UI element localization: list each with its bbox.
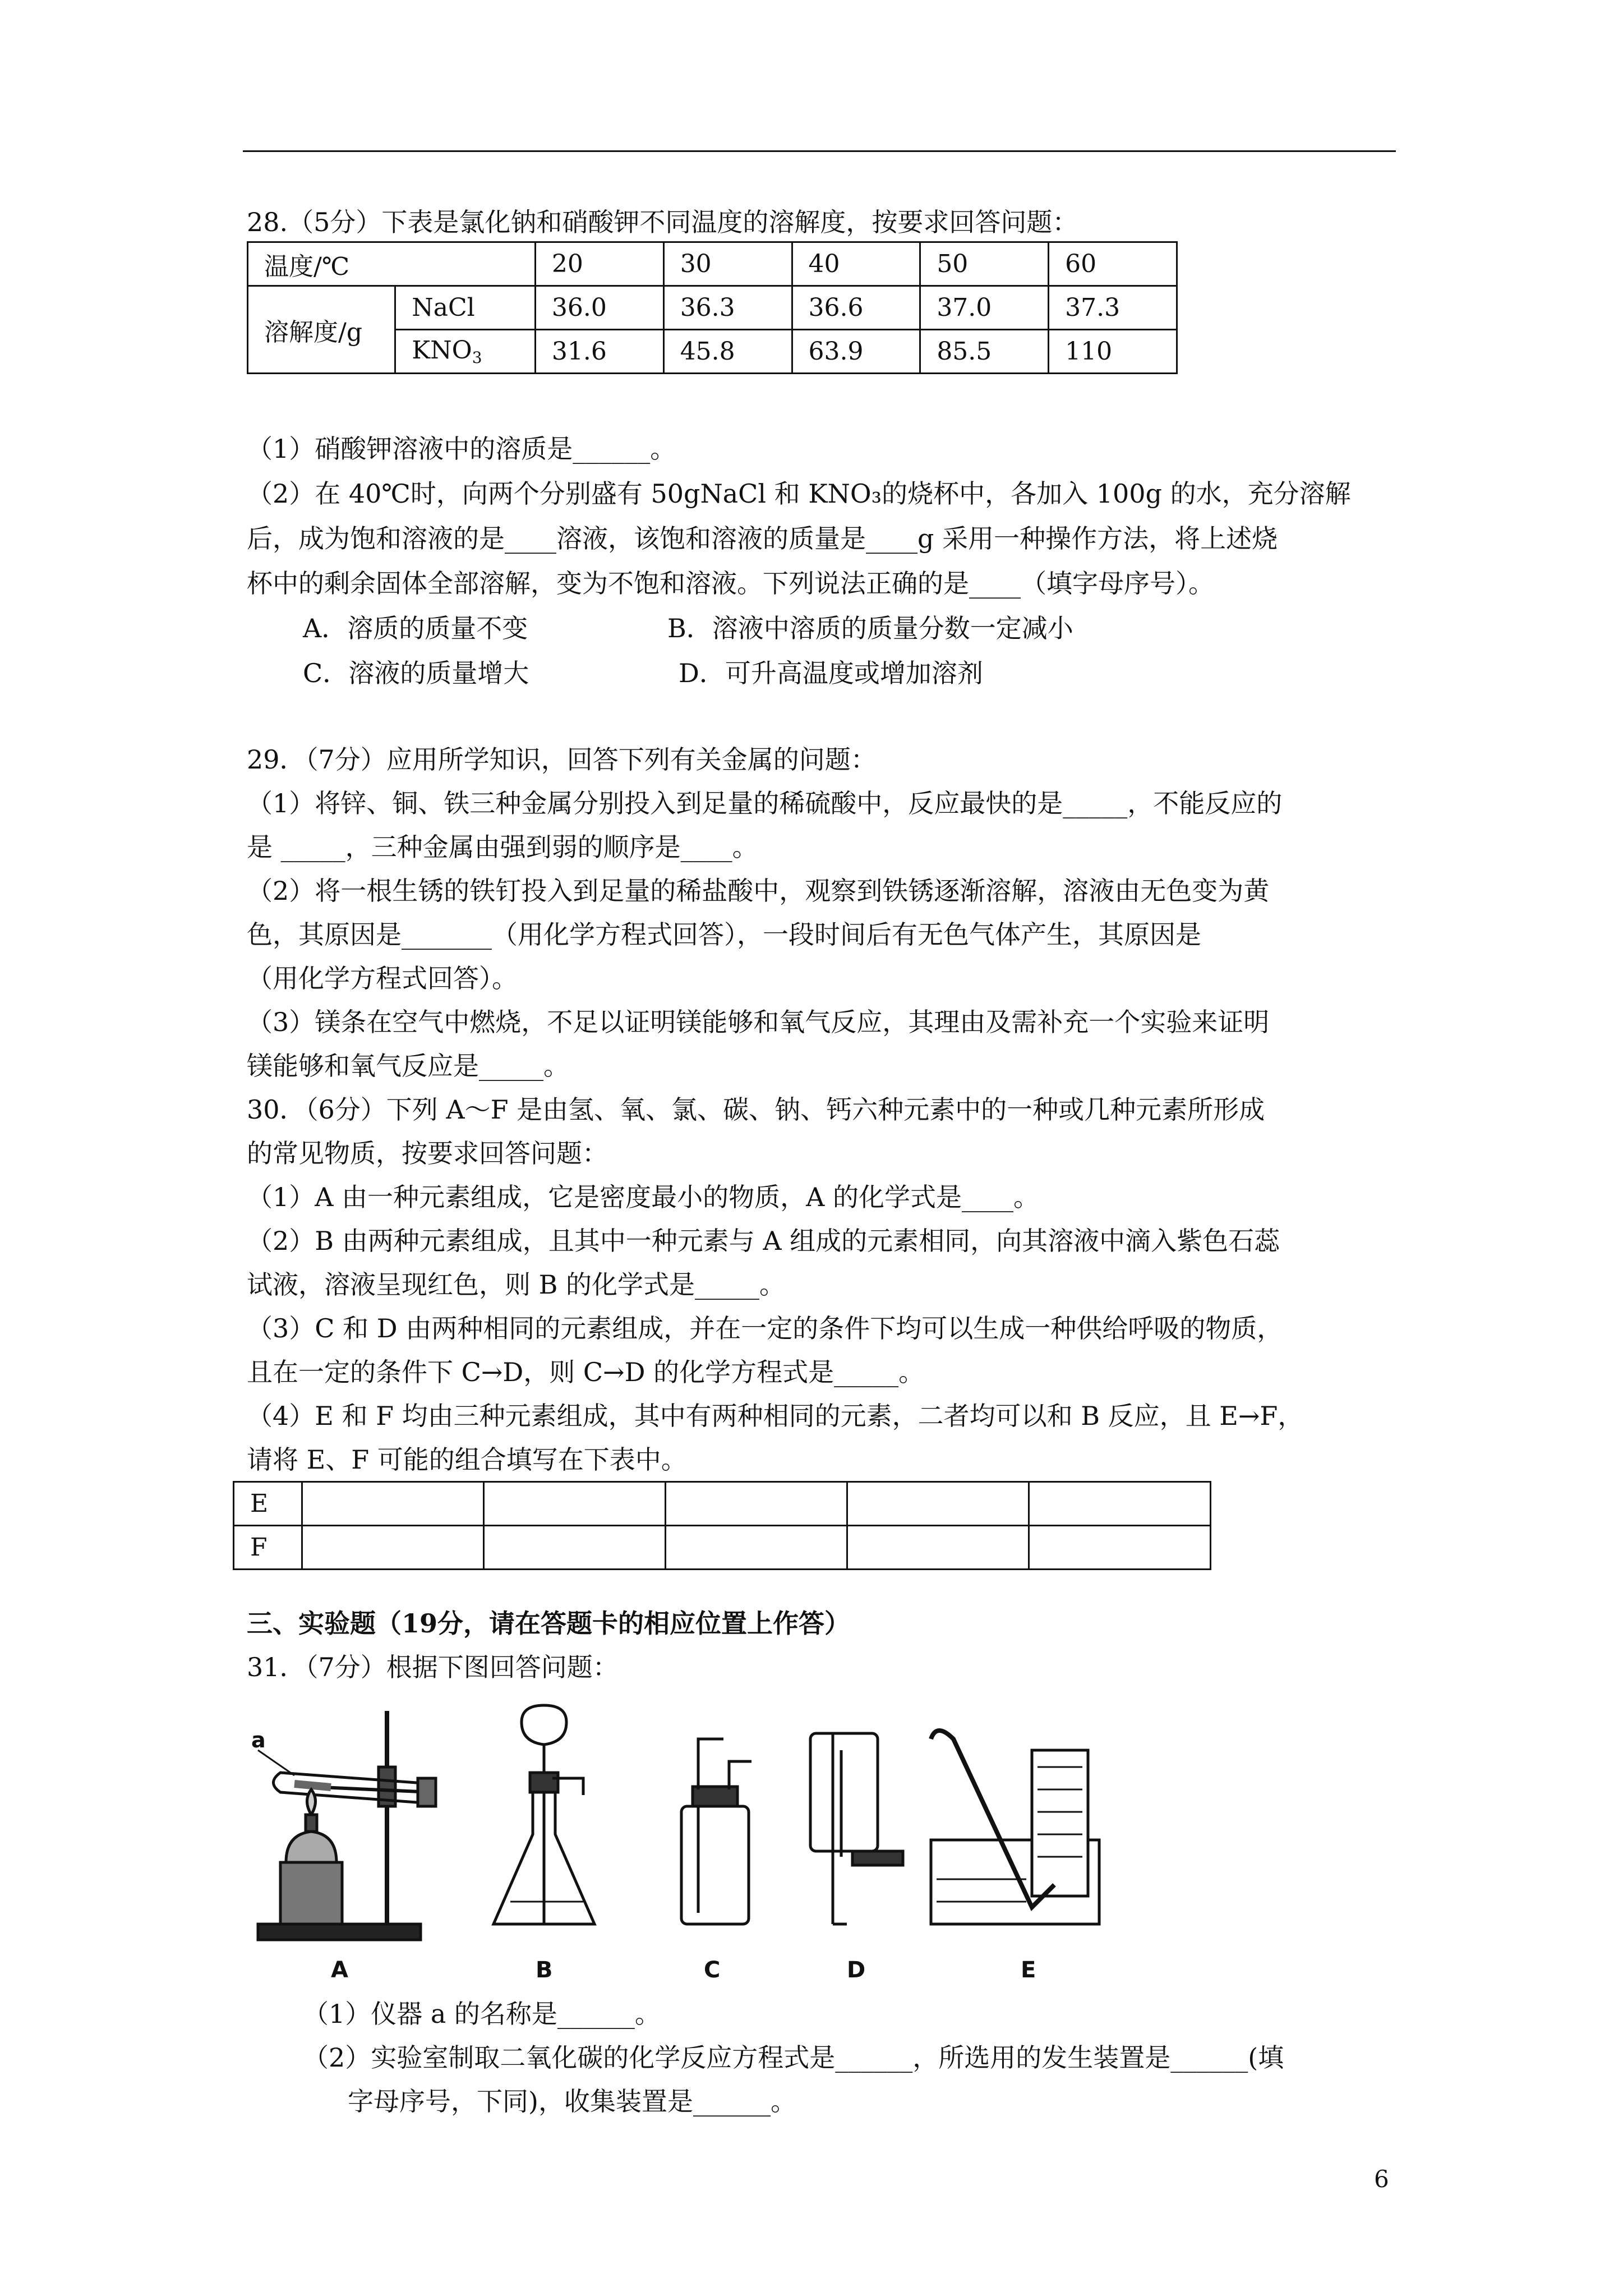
kno3-value: 63.9	[792, 330, 920, 374]
apparatus-b	[494, 1705, 594, 1924]
q29-line6: （3）镁条在空气中燃烧，不足以证明镁能够和氧气反应，其理由及需补充一个实验来证明	[247, 1007, 1270, 1037]
q30-line8: （4）E 和 F 均由三种元素组成，其中有两种相同的元素，二者均可以和 B 反应，且 E→F，	[247, 1401, 1304, 1431]
temp-cell: 40	[792, 242, 920, 286]
q28-heading: 28.（5分）下表是氯化钠和硝酸钾不同温度的溶解度，按要求回答问题：	[247, 207, 1078, 237]
q30-line7: 且在一定的条件下 C→D，则 C→D 的化学方程式是_____。	[247, 1357, 925, 1387]
apparatus-a	[251, 1711, 436, 1940]
answer-cell[interactable]	[484, 1482, 666, 1526]
temp-cell: 50	[920, 242, 1049, 286]
q28-option-c: C．溶液的质量增大	[303, 658, 529, 688]
q29-line5: （用化学方程式回答）。	[247, 963, 518, 993]
kno3-value: 85.5	[920, 330, 1049, 374]
apparatus-c	[681, 1739, 751, 1924]
q29-line3: （2）将一根生锈的铁钉投入到足量的稀盐酸中，观察到铁锈逐渐溶解，溶液由无色变为黄	[247, 876, 1270, 906]
solubility-header: 溶解度/g	[248, 286, 395, 374]
answer-cell[interactable]	[847, 1526, 1029, 1570]
nacl-value: 36.6	[792, 286, 920, 330]
temp-cell: 60	[1049, 242, 1177, 286]
answer-cell[interactable]	[302, 1526, 484, 1570]
nacl-label: NaCl	[395, 286, 536, 330]
q30-line6: （3）C 和 D 由两种相同的元素组成，并在一定的条件下均可以生成一种供给呼吸的物质，	[247, 1313, 1283, 1343]
q31-part2-line2: 字母序号，下同)，收集装置是______。	[348, 2086, 796, 2116]
apparatus-figure	[247, 1694, 1211, 1986]
q29-line2: 是 _____，三种金属由强到弱的顺序是____。	[247, 832, 758, 862]
ef-answer-table	[233, 1481, 1211, 1570]
q31-part2-line1: （2）实验室制取二氧化碳的化学反应方程式是______，所选用的发生装置是______(填	[303, 2042, 1284, 2073]
apparatus-a-label-a: a	[251, 1728, 266, 1752]
q29-line4: 色，其原因是_______（用化学方程式回答），一段时间后有无色气体产生，其原因是	[247, 919, 1201, 950]
q31-part1: （1）仪器 a 的名称是______。	[303, 1999, 661, 2029]
q28-option-b: B．溶液中溶质的质量分数一定减小	[667, 613, 1073, 643]
q30-line4: （2）B 由两种元素组成，且其中一种元素与 A 组成的元素相同，向其溶液中滴入紫色石蕊	[247, 1226, 1280, 1256]
kno3-value: 45.8	[663, 330, 792, 374]
solubility-table	[247, 241, 1178, 374]
q30-line9: 请将 E、F 可能的组合填写在下表中。	[247, 1444, 687, 1475]
temp-cell: 30	[663, 242, 792, 286]
label-c: C	[704, 1957, 721, 1983]
q29-line7: 镁能够和氧气反应是_____。	[247, 1051, 569, 1081]
answer-cell[interactable]	[302, 1482, 484, 1526]
kno3-label: $KNO_3$	[395, 330, 536, 374]
q28-part1: （1）硝酸钾溶液中的溶质是______。	[247, 434, 676, 464]
nacl-value: 36.0	[535, 286, 663, 330]
answer-cell[interactable]	[484, 1526, 666, 1570]
section3-title: 三、实验题（19分，请在答题卡的相应位置上作答）	[247, 1608, 851, 1639]
q28-part2-line2: 后，成为饱和溶液的是____溶液，该饱和溶液的质量是____g 采用一种操作方法，将上述烧	[247, 523, 1278, 554]
answer-cell[interactable]	[847, 1482, 1029, 1526]
header-rule	[243, 150, 1396, 152]
label-b: B	[536, 1957, 553, 1983]
q29-heading: 29．（7分）应用所学知识，回答下列有关金属的问题：	[247, 744, 877, 775]
q30-line5: 试液，溶液呈现红色，则 B 的化学式是_____。	[247, 1269, 786, 1300]
nacl-value: 37.0	[920, 286, 1049, 330]
page-number: 6	[1374, 2165, 1389, 2193]
nacl-value: 37.3	[1049, 286, 1177, 330]
row-f-label: F	[234, 1526, 302, 1570]
q28-part2-line3: 杯中的剩余固体全部溶解，变为不饱和溶液。下列说法正确的是____（填字母序号）。	[247, 568, 1214, 599]
apparatus-d	[810, 1733, 903, 1924]
row-e-label: E	[234, 1482, 302, 1526]
q28-part2-line1: （2）在 40℃时，向两个分别盛有 50gNaCl 和 KNO₃的烧杯中，各加入 100g 的水，充分溶解	[247, 478, 1351, 509]
q28-option-d: D．可升高温度或增加溶剂	[679, 658, 983, 688]
q31-heading: 31．（7分）根据下图回答问题：	[247, 1652, 619, 1682]
answer-cell[interactable]	[1029, 1482, 1210, 1526]
q30-line2: 的常见物质，按要求回答问题：	[247, 1138, 608, 1168]
q30-line1: 30．（6分）下列 A～F 是由氢、氧、氯、碳、钠、钙六种元素中的一种或几种元素所形成	[247, 1094, 1265, 1125]
label-e: E	[1021, 1957, 1036, 1983]
label-d: D	[847, 1957, 866, 1983]
answer-cell[interactable]	[1029, 1526, 1210, 1570]
q29-line1: （1）将锌、铜、铁三种金属分别投入到足量的稀硫酸中，反应最快的是_____，不能反应的	[247, 788, 1283, 818]
q28-option-a: A．溶质的质量不变	[303, 613, 528, 643]
kno3-value: 31.6	[535, 330, 663, 374]
q30-line3: （1）A 由一种元素组成，它是密度最小的物质，A 的化学式是____。	[247, 1182, 1039, 1212]
answer-cell[interactable]	[666, 1526, 847, 1570]
temp-cell: 20	[535, 242, 663, 286]
kno3-value: 110	[1049, 330, 1177, 374]
label-a: A	[331, 1957, 348, 1983]
answer-cell[interactable]	[666, 1482, 847, 1526]
nacl-value: 36.3	[663, 286, 792, 330]
apparatus-e	[931, 1731, 1099, 1924]
temp-header: 温度/℃	[248, 242, 536, 286]
